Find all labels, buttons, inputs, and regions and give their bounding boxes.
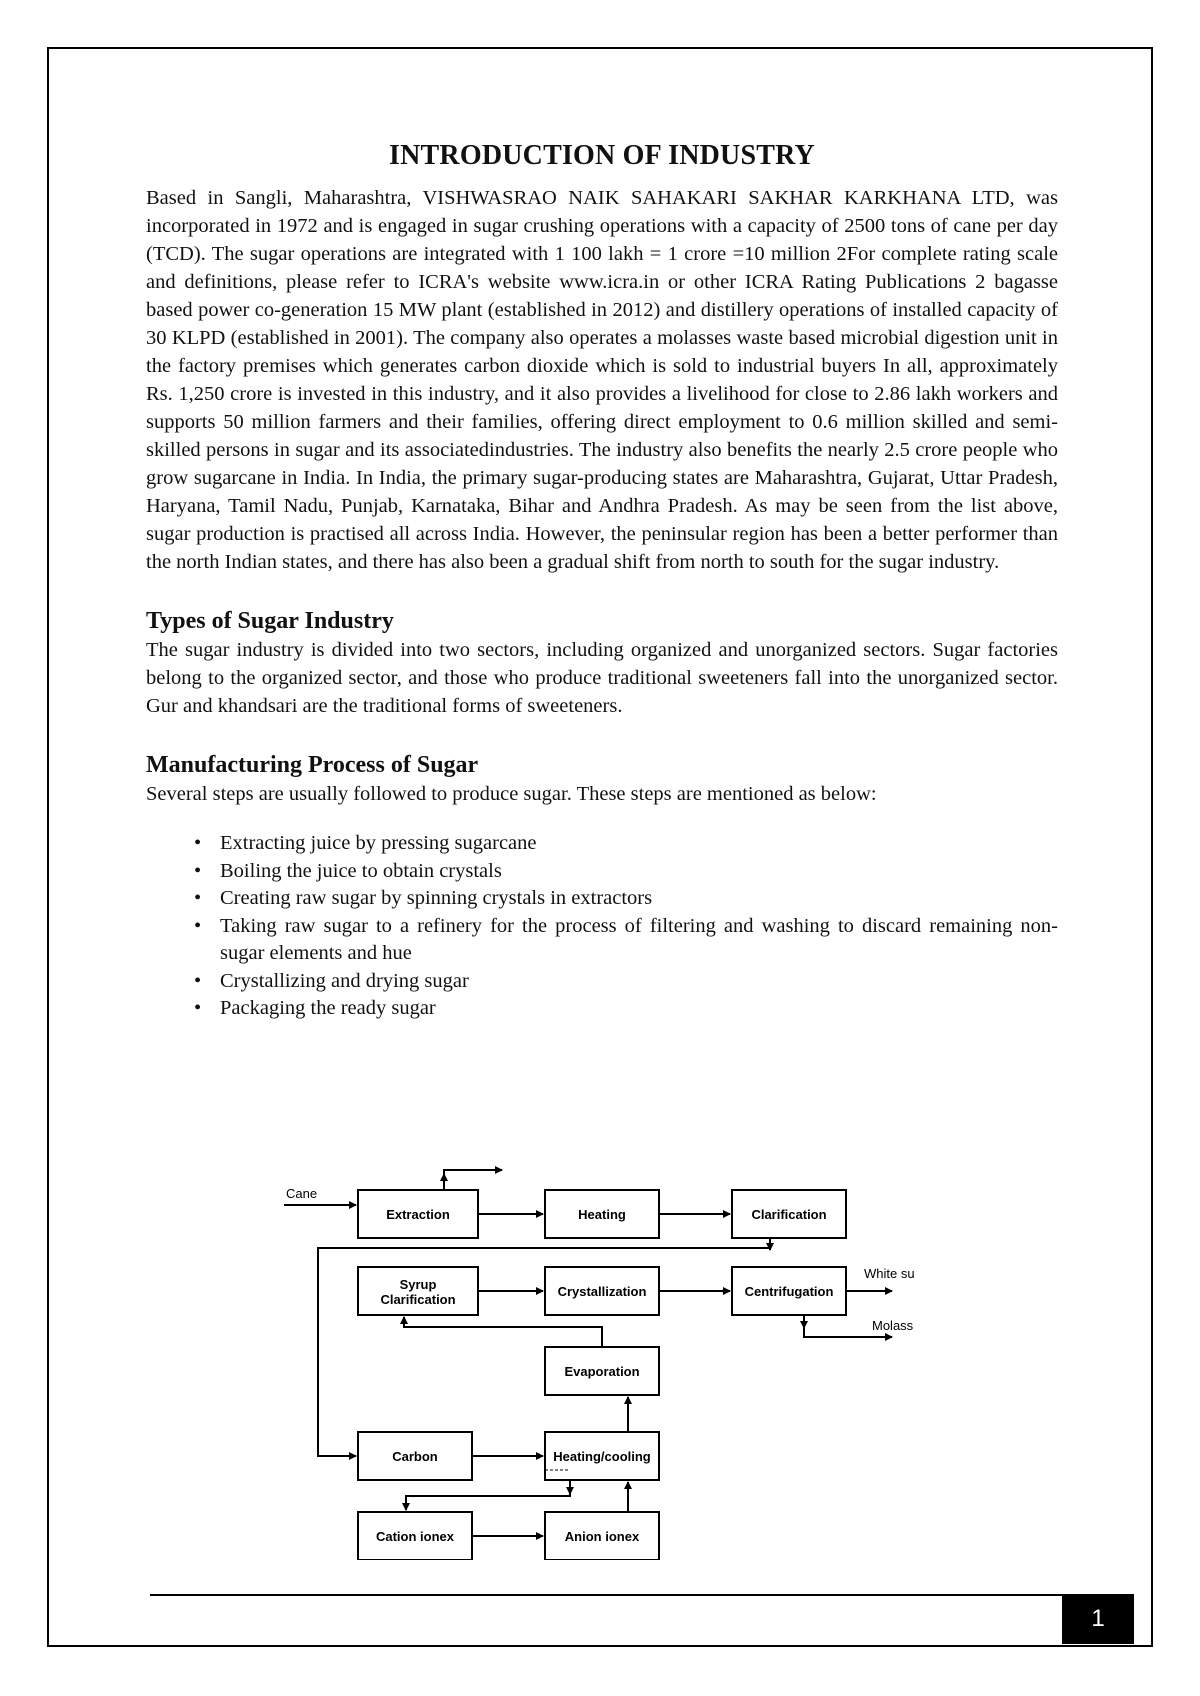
- document-body: [146, 140, 1058, 1023]
- process-step: • Packaging the ready sugar: [220, 995, 1058, 1023]
- types-heading: Types of Sugar Industry: [146, 608, 394, 634]
- extraction-label: Extraction: [386, 1207, 450, 1222]
- process-heading: Manufacturing Process of Sugar: [146, 752, 479, 778]
- evaporation-to-syrup: [404, 1317, 602, 1347]
- molasses-output-label: Molass: [872, 1318, 914, 1333]
- page-title: INTRODUCTION OF INDUSTRY: [389, 140, 815, 171]
- anion-ionex-label: Anion ionex: [564, 1529, 640, 1544]
- clarification-label: Clarification: [751, 1207, 827, 1222]
- centrifugation-label: Centrifugation: [744, 1284, 834, 1299]
- process-step: • Crystallizing and drying sugar: [220, 968, 1058, 996]
- carbon-label: Carbon: [392, 1449, 438, 1464]
- process-step: • Extracting juice by pressing sugarcane: [220, 830, 1058, 858]
- process-steps-list: [146, 830, 1058, 1023]
- heating-label: Heating: [578, 1207, 626, 1222]
- syrup-label-line1: Syrup: [399, 1277, 437, 1292]
- evaporation-label: Evaporation: [564, 1364, 640, 1379]
- process-intro: Several steps are usually followed to produce sugar. These steps are mentioned as below:: [146, 783, 877, 805]
- footer-rule: [150, 1594, 1062, 1596]
- syrup-label-line2: Clarification: [380, 1292, 456, 1307]
- types-paragraph: The sugar industry is divided into two sectors, including organized and unorganized sectors. Sugar factories belong to the organized sector, and those who produce traditional sweeteners fall into the unorganized sector. Gur and khandsari are the traditional forms of sweeteners.: [146, 639, 1058, 717]
- process-step: • Boiling the juice to obtain crystals: [220, 858, 1058, 886]
- sugar-process-flow-diagram: [270, 1160, 930, 1560]
- bagasse-arrow: [444, 1170, 502, 1190]
- white-sugar-output-label: White su: [864, 1266, 915, 1281]
- heating-cooling-to-cation: [406, 1480, 570, 1510]
- heating-cooling-label: Heating/cooling: [553, 1449, 651, 1464]
- process-step: • Taking raw sugar to a refinery for the process of filtering and washing to discard remaining non- sugar elements and hue: [220, 913, 1058, 968]
- crystallization-label: Crystallization: [557, 1284, 647, 1299]
- page-number: 1: [1062, 1594, 1134, 1644]
- process-step: • Creating raw sugar by spinning crystals in extractors: [220, 885, 1058, 913]
- cane-input-label: Cane: [286, 1186, 318, 1201]
- intro-paragraph: Based in Sangli, Maharashtra, VISHWASRAO NAIK SAHAKARI SAKHAR KARKHANA LTD, was incorporated in 1972 and is engaged in sugar crushing operations with a capacity of 2500 tons of cane per day (TCD). The sugar operations are integrated with 1 100 lakh = 1 crore =10 million 2For complete rating scale and definitions, please refer to ICRA's website www.icra.in or other ICRA Rating Publications 2 bagasse based power co-generation 15 MW plant (established in 2012) and distillery operations of installed capacity of 30 KLPD (established in 2001). The company also operates a molasses waste based microbial digestion unit in the factory premises which generates carbon dioxide which is sold to industrial buyers In all, approximately Rs. 1,250 crore is invested in this industry, and it also provides a livelihood for close to 2.86 lakh workers and supports 50 million farmers and their families, offering direct employment to 0.6 million skilled and semi-skilled persons in sugar and its associatedindustries. The industry also benefits the nearly 2.5 crore people who grow sugarcane in India. In India, the primary sugar-producing states are Maharashtra, Gujarat, Uttar Pradesh, Haryana, Tamil Nadu, Punjab, Karnataka, Bihar and Andhra Pradesh. As may be seen from the list above, sugar production is practised all across India. However, the peninsular region has been a better performer than the north Indian states, and there has also been a gradual shift from north to south for the sugar industry.: [146, 187, 1058, 573]
- cation-ionex-label: Cation ionex: [375, 1529, 455, 1544]
